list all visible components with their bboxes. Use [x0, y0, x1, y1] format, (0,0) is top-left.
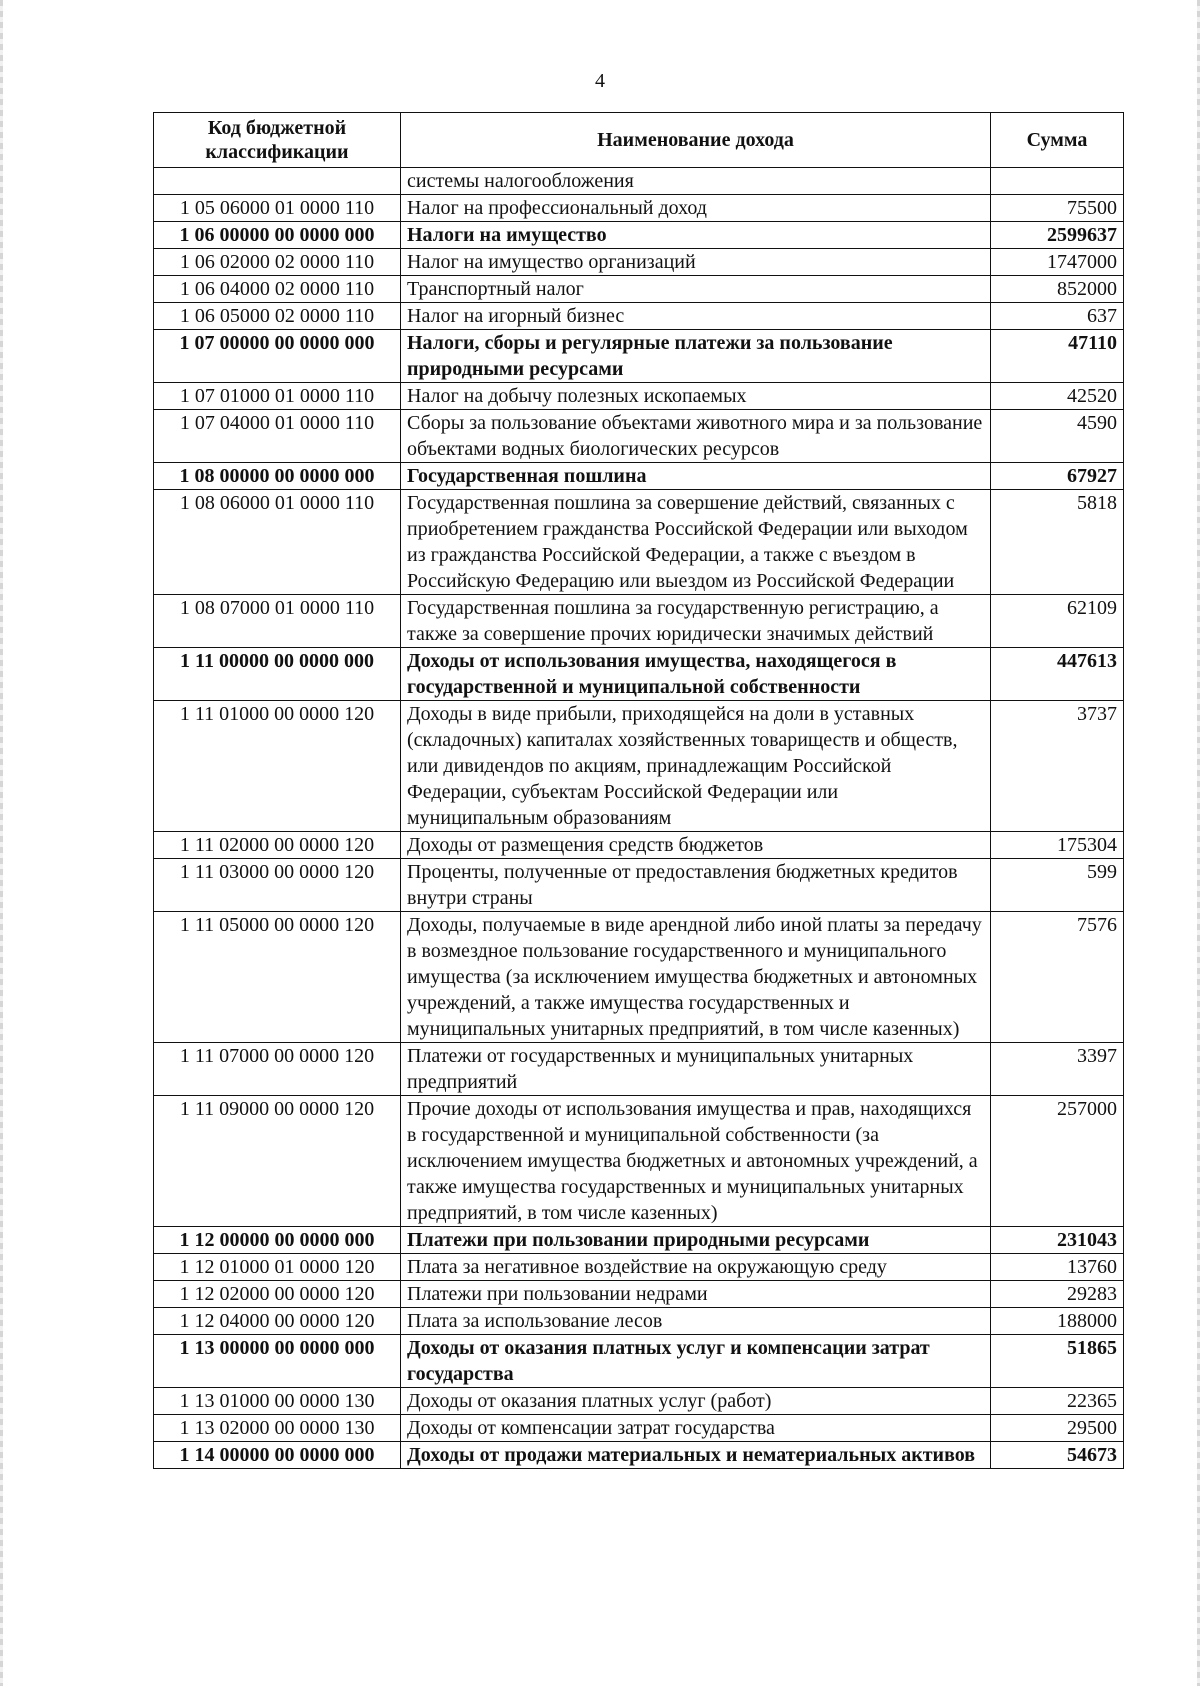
row-sum-cell: 3397	[991, 1043, 1124, 1096]
table-row	[154, 1227, 1124, 1254]
row-sum-cell: 447613	[991, 648, 1124, 701]
table-row	[154, 1281, 1124, 1308]
row-code-cell: 1 08 06000 01 0000 110	[154, 490, 401, 595]
table-row	[154, 832, 1124, 859]
table-row	[154, 701, 1124, 832]
row-code-cell: 1 13 00000 00 0000 000	[154, 1335, 401, 1388]
row-code-cell: 1 12 04000 00 0000 120	[154, 1308, 401, 1335]
table-row	[154, 1442, 1124, 1469]
table-row	[154, 168, 1124, 195]
scan-edge-left	[0, 0, 3, 1686]
row-name-cell: Платежи при пользовании недрами	[401, 1281, 991, 1308]
row-name-cell: Доходы от использования имущества, находящегося в государственной и муниципальной собственности	[401, 648, 991, 701]
row-code-cell: 1 06 02000 02 0000 110	[154, 249, 401, 276]
row-name-cell: Государственная пошлина	[401, 463, 991, 490]
row-name-cell: системы налогообложения	[401, 168, 991, 195]
row-name-cell: Доходы от оказания платных услуг и компенсации затрат государства	[401, 1335, 991, 1388]
table-header-row	[154, 113, 1124, 168]
row-sum-cell: 4590	[991, 410, 1124, 463]
row-sum-cell: 5818	[991, 490, 1124, 595]
row-name-cell: Проценты, полученные от предоставления бюджетных кредитов внутри страны	[401, 859, 991, 912]
row-code-cell: 1 11 02000 00 0000 120	[154, 832, 401, 859]
row-code-cell: 1 13 01000 00 0000 130	[154, 1388, 401, 1415]
row-code-cell: 1 06 00000 00 0000 000	[154, 222, 401, 249]
row-sum-cell: 1747000	[991, 249, 1124, 276]
row-name-cell: Налоги, сборы и регулярные платежи за пользование природными ресурсами	[401, 330, 991, 383]
row-name-cell: Налог на профессиональный доход	[401, 195, 991, 222]
row-sum-cell: 75500	[991, 195, 1124, 222]
table-row	[154, 859, 1124, 912]
row-code-cell: 1 12 02000 00 0000 120	[154, 1281, 401, 1308]
table-row	[154, 1308, 1124, 1335]
row-code-cell: 1 12 00000 00 0000 000	[154, 1227, 401, 1254]
table-row	[154, 1335, 1124, 1388]
row-code-cell: 1 11 01000 00 0000 120	[154, 701, 401, 832]
row-code-cell: 1 08 07000 01 0000 110	[154, 595, 401, 648]
row-name-cell: Государственная пошлина за совершение действий, связанных с приобретением гражданства Российской Федерации или выходом из гражданства Российской Федерации, а также с въездом в Российскую Федерацию или выездом из Российской Федерации	[401, 490, 991, 595]
header-code: Код бюджетной классификации	[154, 113, 401, 168]
row-sum-cell: 54673	[991, 1442, 1124, 1469]
row-sum-cell: 852000	[991, 276, 1124, 303]
row-name-cell: Налог на игорный бизнес	[401, 303, 991, 330]
row-name-cell: Транспортный налог	[401, 276, 991, 303]
row-code-cell: 1 11 03000 00 0000 120	[154, 859, 401, 912]
row-name-cell: Доходы, получаемые в виде арендной либо иной платы за передачу в возмездное пользование государственного и муниципального имущества (за исключением имущества бюджетных и автономных учреждений, а также имущества государственных и муниципальных унитарных предприятий, в том числе казенных)	[401, 912, 991, 1043]
table-body	[154, 168, 1124, 1469]
table-row	[154, 463, 1124, 490]
row-name-cell: Плата за использование лесов	[401, 1308, 991, 1335]
page-number: 4	[595, 70, 605, 92]
row-name-cell: Доходы в виде прибыли, приходящейся на доли в уставных (складочных) капиталах хозяйственных товариществ и обществ, или дивидендов по акциям, принадлежащим Российской Федерации, субъектам Российской Федерации или муниципальным образованиям	[401, 701, 991, 832]
table-row	[154, 490, 1124, 595]
row-code-cell: 1 07 01000 01 0000 110	[154, 383, 401, 410]
row-sum-cell: 599	[991, 859, 1124, 912]
row-name-cell: Налог на добычу полезных ископаемых	[401, 383, 991, 410]
row-code-cell: 1 14 00000 00 0000 000	[154, 1442, 401, 1469]
row-sum-cell: 47110	[991, 330, 1124, 383]
row-code-cell: 1 11 05000 00 0000 120	[154, 912, 401, 1043]
table-row	[154, 249, 1124, 276]
table-row	[154, 410, 1124, 463]
row-sum-cell: 13760	[991, 1254, 1124, 1281]
row-code-cell: 1 13 02000 00 0000 130	[154, 1415, 401, 1442]
table-row	[154, 1254, 1124, 1281]
row-code-cell: 1 11 09000 00 0000 120	[154, 1096, 401, 1227]
header-name: Наименование дохода	[401, 113, 991, 168]
table-row	[154, 1388, 1124, 1415]
table-row	[154, 1096, 1124, 1227]
row-sum-cell: 42520	[991, 383, 1124, 410]
row-sum-cell: 51865	[991, 1335, 1124, 1388]
row-sum-cell: 257000	[991, 1096, 1124, 1227]
row-name-cell: Доходы от оказания платных услуг (работ)	[401, 1388, 991, 1415]
row-sum-cell: 29283	[991, 1281, 1124, 1308]
row-code-cell: 1 06 05000 02 0000 110	[154, 303, 401, 330]
row-name-cell: Плата за негативное воздействие на окружающую среду	[401, 1254, 991, 1281]
row-code-cell: 1 08 00000 00 0000 000	[154, 463, 401, 490]
row-name-cell: Доходы от размещения средств бюджетов	[401, 832, 991, 859]
row-code-cell: 1 07 04000 01 0000 110	[154, 410, 401, 463]
row-sum-cell	[991, 168, 1124, 195]
row-name-cell: Налог на имущество организаций	[401, 249, 991, 276]
table-row	[154, 330, 1124, 383]
row-sum-cell: 231043	[991, 1227, 1124, 1254]
table-row	[154, 303, 1124, 330]
row-name-cell: Платежи при пользовании природными ресурсами	[401, 1227, 991, 1254]
table-row	[154, 1043, 1124, 1096]
row-name-cell: Прочие доходы от использования имущества и прав, находящихся в государственной и муниципальной собственности (за исключением имущества бюджетных и автономных учреждений, а также имущества государственных и муниципальных унитарных предприятий, в том числе казенных)	[401, 1096, 991, 1227]
row-code-cell: 1 05 06000 01 0000 110	[154, 195, 401, 222]
row-name-cell: Доходы от компенсации затрат государства	[401, 1415, 991, 1442]
row-sum-cell: 188000	[991, 1308, 1124, 1335]
header-sum: Сумма	[991, 113, 1124, 168]
row-code-cell: 1 11 07000 00 0000 120	[154, 1043, 401, 1096]
row-sum-cell: 637	[991, 303, 1124, 330]
table-row	[154, 648, 1124, 701]
row-sum-cell: 29500	[991, 1415, 1124, 1442]
row-sum-cell: 62109	[991, 595, 1124, 648]
table-row	[154, 276, 1124, 303]
table-row	[154, 1415, 1124, 1442]
row-name-cell: Сборы за пользование объектами животного мира и за пользование объектами водных биологических ресурсов	[401, 410, 991, 463]
table-row	[154, 383, 1124, 410]
table-row	[154, 195, 1124, 222]
row-code-cell: 1 11 00000 00 0000 000	[154, 648, 401, 701]
table-row	[154, 222, 1124, 249]
row-sum-cell: 175304	[991, 832, 1124, 859]
row-code-cell: 1 06 04000 02 0000 110	[154, 276, 401, 303]
table-row	[154, 912, 1124, 1043]
row-sum-cell: 67927	[991, 463, 1124, 490]
row-sum-cell: 22365	[991, 1388, 1124, 1415]
row-name-cell: Доходы от продажи материальных и нематериальных активов	[401, 1442, 991, 1469]
row-code-cell	[154, 168, 401, 195]
row-sum-cell: 3737	[991, 701, 1124, 832]
row-sum-cell: 2599637	[991, 222, 1124, 249]
row-code-cell: 1 12 01000 01 0000 120	[154, 1254, 401, 1281]
table-row	[154, 595, 1124, 648]
row-name-cell: Государственная пошлина за государственную регистрацию, а также за совершение прочих юридически значимых действий	[401, 595, 991, 648]
row-name-cell: Налоги на имущество	[401, 222, 991, 249]
row-code-cell: 1 07 00000 00 0000 000	[154, 330, 401, 383]
row-sum-cell: 7576	[991, 912, 1124, 1043]
row-name-cell: Платежи от государственных и муниципальных унитарных предприятий	[401, 1043, 991, 1096]
budget-revenue-table	[153, 112, 1124, 1469]
